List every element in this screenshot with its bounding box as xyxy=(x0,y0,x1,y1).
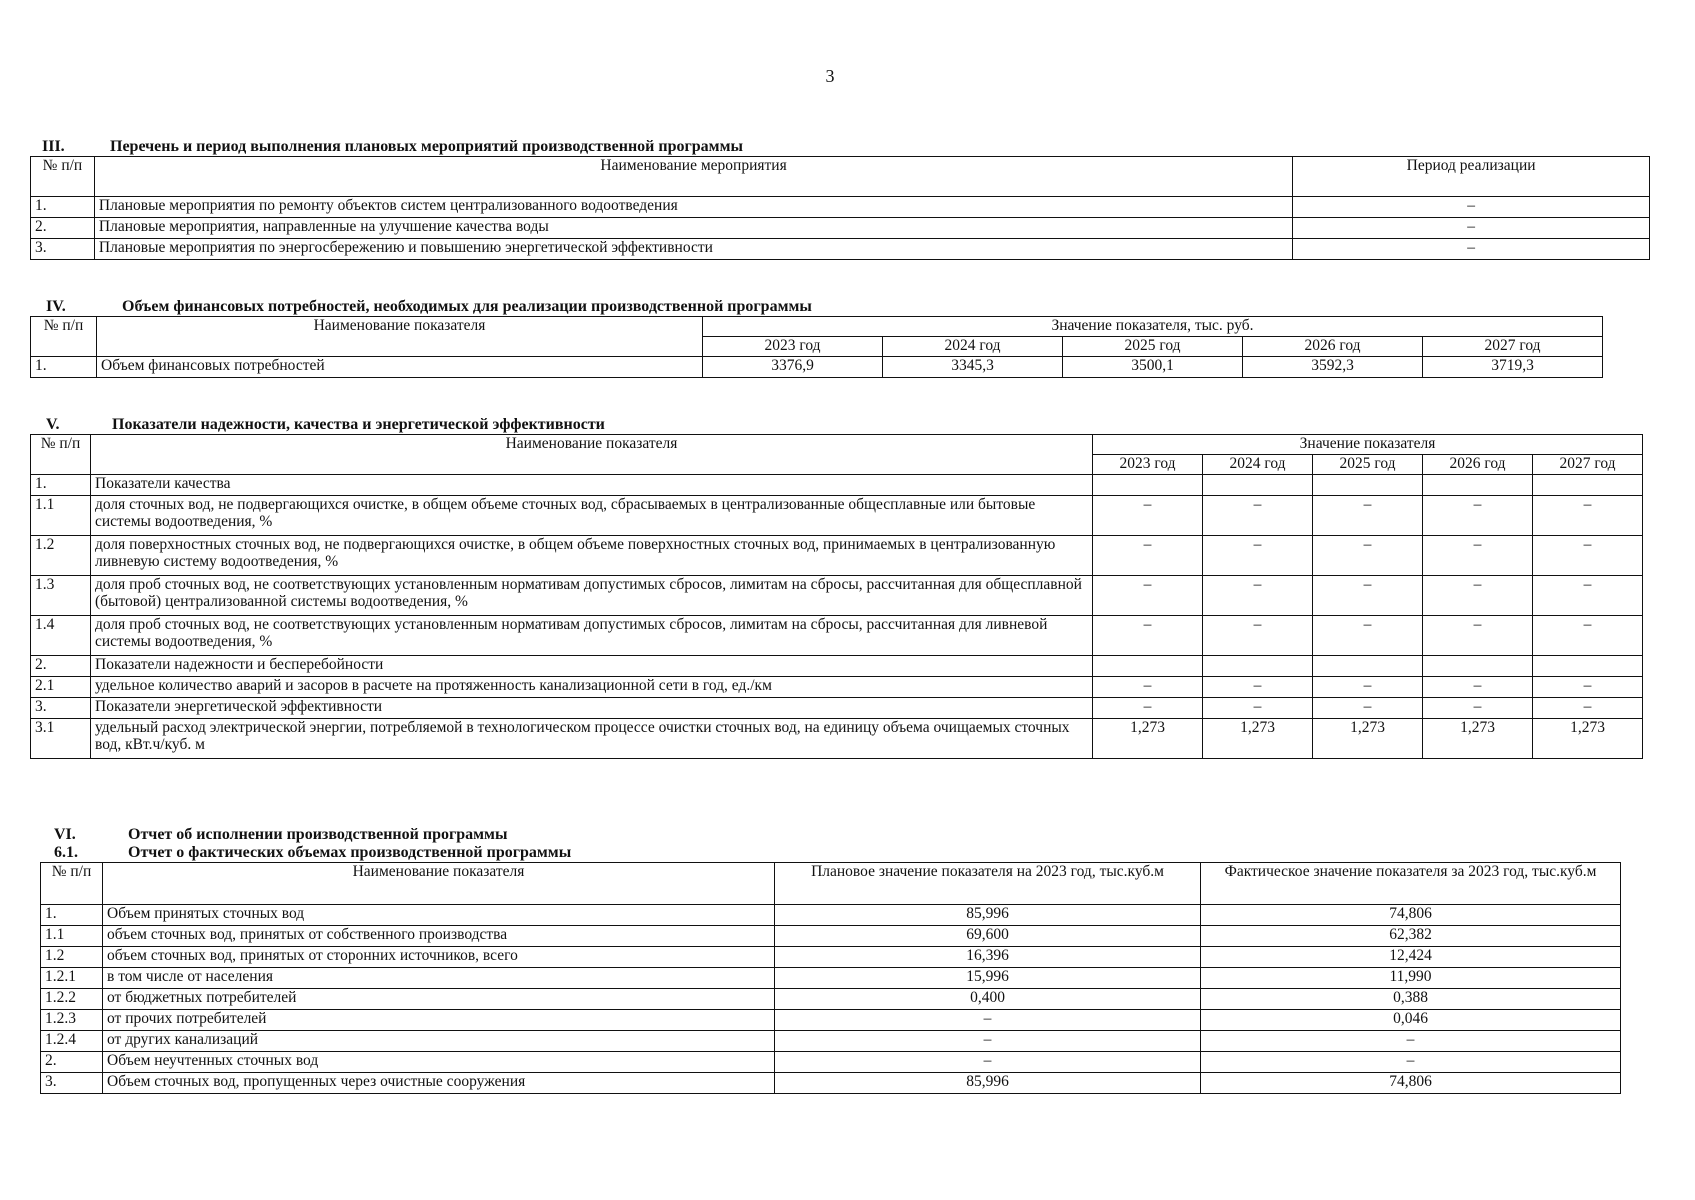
actual-volumes-table xyxy=(40,862,1621,1094)
row-number: 1.2.3 xyxy=(41,1010,103,1031)
row-number: 1. xyxy=(31,357,97,378)
indicator-value: – xyxy=(1423,536,1533,576)
indicator-value xyxy=(1093,475,1203,496)
indicator-value: 1,273 xyxy=(1093,719,1203,759)
table-row xyxy=(41,926,1621,947)
fact-value: 62,382 xyxy=(1201,926,1621,947)
row-number: 1.2 xyxy=(41,947,103,968)
table-row xyxy=(31,698,1643,719)
section-title xyxy=(30,298,1650,316)
plan-value: – xyxy=(775,1010,1201,1031)
financial-needs-table xyxy=(30,316,1603,378)
table-row xyxy=(41,968,1621,989)
indicator-value: – xyxy=(1093,698,1203,719)
indicator-value: – xyxy=(1313,536,1423,576)
indicator-value xyxy=(1093,656,1203,677)
header-year: 2023 год xyxy=(703,337,883,357)
indicator-name: в том числе от населения xyxy=(103,968,775,989)
row-number: 3.1 xyxy=(31,719,91,759)
indicator-value xyxy=(1533,656,1643,677)
table-row xyxy=(31,656,1643,677)
row-number: 2. xyxy=(41,1052,103,1073)
indicator-name: доля проб сточных вод, не соответствующих установленным нормативам допустимых сбросов, лимитам на сбросы, рассчитанная для общесплавной (бытовой) централизованной системы водоотведения, % xyxy=(91,576,1093,616)
header-year: 2027 год xyxy=(1533,455,1643,475)
indicator-value: 1,273 xyxy=(1313,719,1423,759)
section-number: VI. xyxy=(54,826,76,843)
indicator-name: доля поверхностных сточных вод, не подвергающихся очистке, в общем объеме поверхностных сточных вод, принимаемых в централизованную ливневую систему водоотведения, % xyxy=(91,536,1093,576)
subsection-number: 6.1. xyxy=(54,844,78,861)
indicator-value: – xyxy=(1533,616,1643,656)
header-indicator-name: Наименование показателя xyxy=(97,317,703,357)
indicator-name: от прочих потребителей xyxy=(103,1010,775,1031)
indicator-value: 3719,3 xyxy=(1423,357,1603,378)
fact-value: 12,424 xyxy=(1201,947,1621,968)
indicator-name: Показатели надежности и бесперебойности xyxy=(91,656,1093,677)
plan-value: 69,600 xyxy=(775,926,1201,947)
plan-value: 0,400 xyxy=(775,989,1201,1010)
row-number: 2. xyxy=(31,218,95,239)
header-year: 2024 год xyxy=(1203,455,1313,475)
header-year: 2025 год xyxy=(1063,337,1243,357)
indicator-value: 1,273 xyxy=(1423,719,1533,759)
header-no: № п/п xyxy=(31,317,97,357)
indicator-name: Показатели энергетической эффективности xyxy=(91,698,1093,719)
indicator-name: Объем сточных вод, пропущенных через очистные сооружения xyxy=(103,1073,775,1094)
indicator-name: удельное количество аварий и засоров в расчете на протяженность канализационной сети в год, ед./км xyxy=(91,677,1093,698)
section-number: IV. xyxy=(46,298,66,315)
activity-period: – xyxy=(1293,218,1650,239)
indicator-value xyxy=(1313,656,1423,677)
indicator-value: – xyxy=(1093,677,1203,698)
section-heading: Отчет об исполнении производственной программы xyxy=(128,826,508,843)
section-heading: Объем финансовых потребностей, необходимых для реализации производственной программы xyxy=(122,298,812,315)
table-row xyxy=(41,1052,1621,1073)
activity-name: Плановые мероприятия по энергосбережению и повышению энергетической эффективности xyxy=(94,239,1292,260)
section-number: III. xyxy=(42,138,65,155)
row-number: 3. xyxy=(41,1073,103,1094)
fact-value: 11,990 xyxy=(1201,968,1621,989)
indicator-value: – xyxy=(1533,677,1643,698)
row-number: 1.1 xyxy=(31,496,91,536)
indicator-name: Объем неучтенных сточных вод xyxy=(103,1052,775,1073)
indicator-name: от бюджетных потребителей xyxy=(103,989,775,1010)
row-number: 1.2 xyxy=(31,536,91,576)
indicator-name: Объем финансовых потребностей xyxy=(97,357,703,378)
table-row xyxy=(31,239,1650,260)
indicator-value: – xyxy=(1533,698,1643,719)
row-number: 2.1 xyxy=(31,677,91,698)
row-number: 1. xyxy=(41,905,103,926)
section-financial-needs xyxy=(30,298,1650,378)
section-heading: Показатели надежности, качества и энергетической эффективности xyxy=(112,416,605,433)
indicator-value: – xyxy=(1423,698,1533,719)
table-row xyxy=(31,576,1643,616)
table-row xyxy=(31,218,1650,239)
table-row xyxy=(41,989,1621,1010)
indicator-value: – xyxy=(1533,536,1643,576)
row-number: 1. xyxy=(31,197,95,218)
indicator-value: – xyxy=(1093,496,1203,536)
indicator-value: – xyxy=(1423,576,1533,616)
indicator-name: Показатели качества xyxy=(91,475,1093,496)
header-activity-name: Наименование мероприятия xyxy=(94,157,1292,197)
indicator-value: – xyxy=(1313,677,1423,698)
row-number: 2. xyxy=(31,656,91,677)
header-year: 2026 год xyxy=(1423,455,1533,475)
indicator-value xyxy=(1203,656,1313,677)
indicator-value: – xyxy=(1093,536,1203,576)
plan-value: – xyxy=(775,1031,1201,1052)
table-row xyxy=(31,496,1643,536)
section-planned-activities xyxy=(30,138,1650,260)
indicator-value: – xyxy=(1423,496,1533,536)
activity-period: – xyxy=(1293,197,1650,218)
reliability-table xyxy=(30,434,1643,759)
indicator-name: доля проб сточных вод, не соответствующих установленным нормативам допустимых сбросов, лимитам на сбросы, рассчитанная для ливневой системы водоотведения, % xyxy=(91,616,1093,656)
indicator-value: – xyxy=(1203,677,1313,698)
fact-value: 0,046 xyxy=(1201,1010,1621,1031)
table-row xyxy=(31,357,1603,378)
indicator-value: 1,273 xyxy=(1203,719,1313,759)
indicator-name: Объем принятых сточных вод xyxy=(103,905,775,926)
header-indicator-name: Наименование показателя xyxy=(103,863,775,905)
header-plan-value: Плановое значение показателя на 2023 год, тыс.куб.м xyxy=(775,863,1201,905)
indicator-name: объем сточных вод, принятых от собственного производства xyxy=(103,926,775,947)
fact-value: 74,806 xyxy=(1201,1073,1621,1094)
section-heading: Перечень и период выполнения плановых мероприятий производственной программы xyxy=(110,138,743,155)
header-indicator-name: Наименование показателя xyxy=(91,435,1093,475)
header-year: 2026 год xyxy=(1243,337,1423,357)
table-row xyxy=(31,677,1643,698)
table-row xyxy=(41,1073,1621,1094)
indicator-value: – xyxy=(1093,616,1203,656)
activity-period: – xyxy=(1293,239,1650,260)
indicator-value xyxy=(1203,475,1313,496)
header-no: № п/п xyxy=(31,435,91,475)
indicator-value xyxy=(1423,656,1533,677)
indicator-value: 3376,9 xyxy=(703,357,883,378)
indicator-value: 3592,3 xyxy=(1243,357,1423,378)
indicator-value: – xyxy=(1423,616,1533,656)
indicator-value: – xyxy=(1203,576,1313,616)
indicator-value: – xyxy=(1093,576,1203,616)
header-year: 2025 год xyxy=(1313,455,1423,475)
row-number: 1.3 xyxy=(31,576,91,616)
row-number: 3. xyxy=(31,239,95,260)
indicator-value: – xyxy=(1533,576,1643,616)
row-number: 1.2.4 xyxy=(41,1031,103,1052)
row-number: 1.2.1 xyxy=(41,968,103,989)
section-number: V. xyxy=(46,416,60,433)
indicator-value: – xyxy=(1203,698,1313,719)
plan-value: 16,396 xyxy=(775,947,1201,968)
fact-value: 0,388 xyxy=(1201,989,1621,1010)
header-no: № п/п xyxy=(41,863,103,905)
indicator-value: – xyxy=(1203,616,1313,656)
header-fact-value: Фактическое значение показателя за 2023 год, тыс.куб.м xyxy=(1201,863,1621,905)
section-title xyxy=(40,826,1642,844)
plan-value: 85,996 xyxy=(775,1073,1201,1094)
fact-value: – xyxy=(1201,1031,1621,1052)
indicator-value: – xyxy=(1423,677,1533,698)
row-number: 1.2.2 xyxy=(41,989,103,1010)
indicator-name: доля сточных вод, не подвергающихся очистке, в общем объеме сточных вод, сбрасываемых в централизованные общесплавные или бытовые системы водоотведения, % xyxy=(91,496,1093,536)
table-row xyxy=(41,905,1621,926)
indicator-value xyxy=(1533,475,1643,496)
activity-name: Плановые мероприятия, направленные на улучшение качества воды xyxy=(94,218,1292,239)
table-row xyxy=(31,616,1643,656)
indicator-value xyxy=(1423,475,1533,496)
row-number: 3. xyxy=(31,698,91,719)
plan-value: – xyxy=(775,1052,1201,1073)
table-row xyxy=(41,1010,1621,1031)
header-value-group: Значение показателя xyxy=(1093,435,1643,455)
indicator-value: – xyxy=(1313,698,1423,719)
section-title xyxy=(30,416,1650,434)
header-period: Период реализации xyxy=(1293,157,1650,197)
section-title xyxy=(30,138,1650,156)
activities-table xyxy=(30,156,1650,260)
indicator-name: удельный расход электрической энергии, потребляемой в технологическом процессе очистки сточных вод, на единицу объема очищаемых сточных вод, кВт.ч/куб. м xyxy=(91,719,1093,759)
table-row xyxy=(31,197,1650,218)
plan-value: 15,996 xyxy=(775,968,1201,989)
indicator-value xyxy=(1313,475,1423,496)
table-row xyxy=(41,947,1621,968)
indicator-name: объем сточных вод, принятых от сторонних источников, всего xyxy=(103,947,775,968)
header-year: 2023 год xyxy=(1093,455,1203,475)
header-year: 2024 год xyxy=(883,337,1063,357)
indicator-value: – xyxy=(1313,616,1423,656)
indicator-value: 3500,1 xyxy=(1063,357,1243,378)
indicator-value: – xyxy=(1313,576,1423,616)
indicator-value: – xyxy=(1203,536,1313,576)
row-number: 1.4 xyxy=(31,616,91,656)
subsection-title xyxy=(40,844,1642,862)
header-year: 2027 год xyxy=(1423,337,1603,357)
plan-value: 85,996 xyxy=(775,905,1201,926)
section-program-report xyxy=(40,826,1642,1094)
indicator-value: – xyxy=(1313,496,1423,536)
section-reliability-indicators xyxy=(30,416,1650,759)
header-value-group: Значение показателя, тыс. руб. xyxy=(703,317,1603,337)
indicator-value: 1,273 xyxy=(1533,719,1643,759)
table-row xyxy=(41,1031,1621,1052)
indicator-name: от других канализаций xyxy=(103,1031,775,1052)
header-no: № п/п xyxy=(31,157,95,197)
indicator-value: – xyxy=(1533,496,1643,536)
table-row xyxy=(31,536,1643,576)
row-number: 1.1 xyxy=(41,926,103,947)
table-row xyxy=(31,719,1643,759)
activity-name: Плановые мероприятия по ремонту объектов систем централизованного водоотведения xyxy=(94,197,1292,218)
fact-value: 74,806 xyxy=(1201,905,1621,926)
table-row xyxy=(31,475,1643,496)
page-number: 3 xyxy=(825,66,835,86)
indicator-value: 3345,3 xyxy=(883,357,1063,378)
fact-value: – xyxy=(1201,1052,1621,1073)
indicator-value: – xyxy=(1203,496,1313,536)
subsection-heading: Отчет о фактических объемах производственной программы xyxy=(128,844,572,861)
row-number: 1. xyxy=(31,475,91,496)
